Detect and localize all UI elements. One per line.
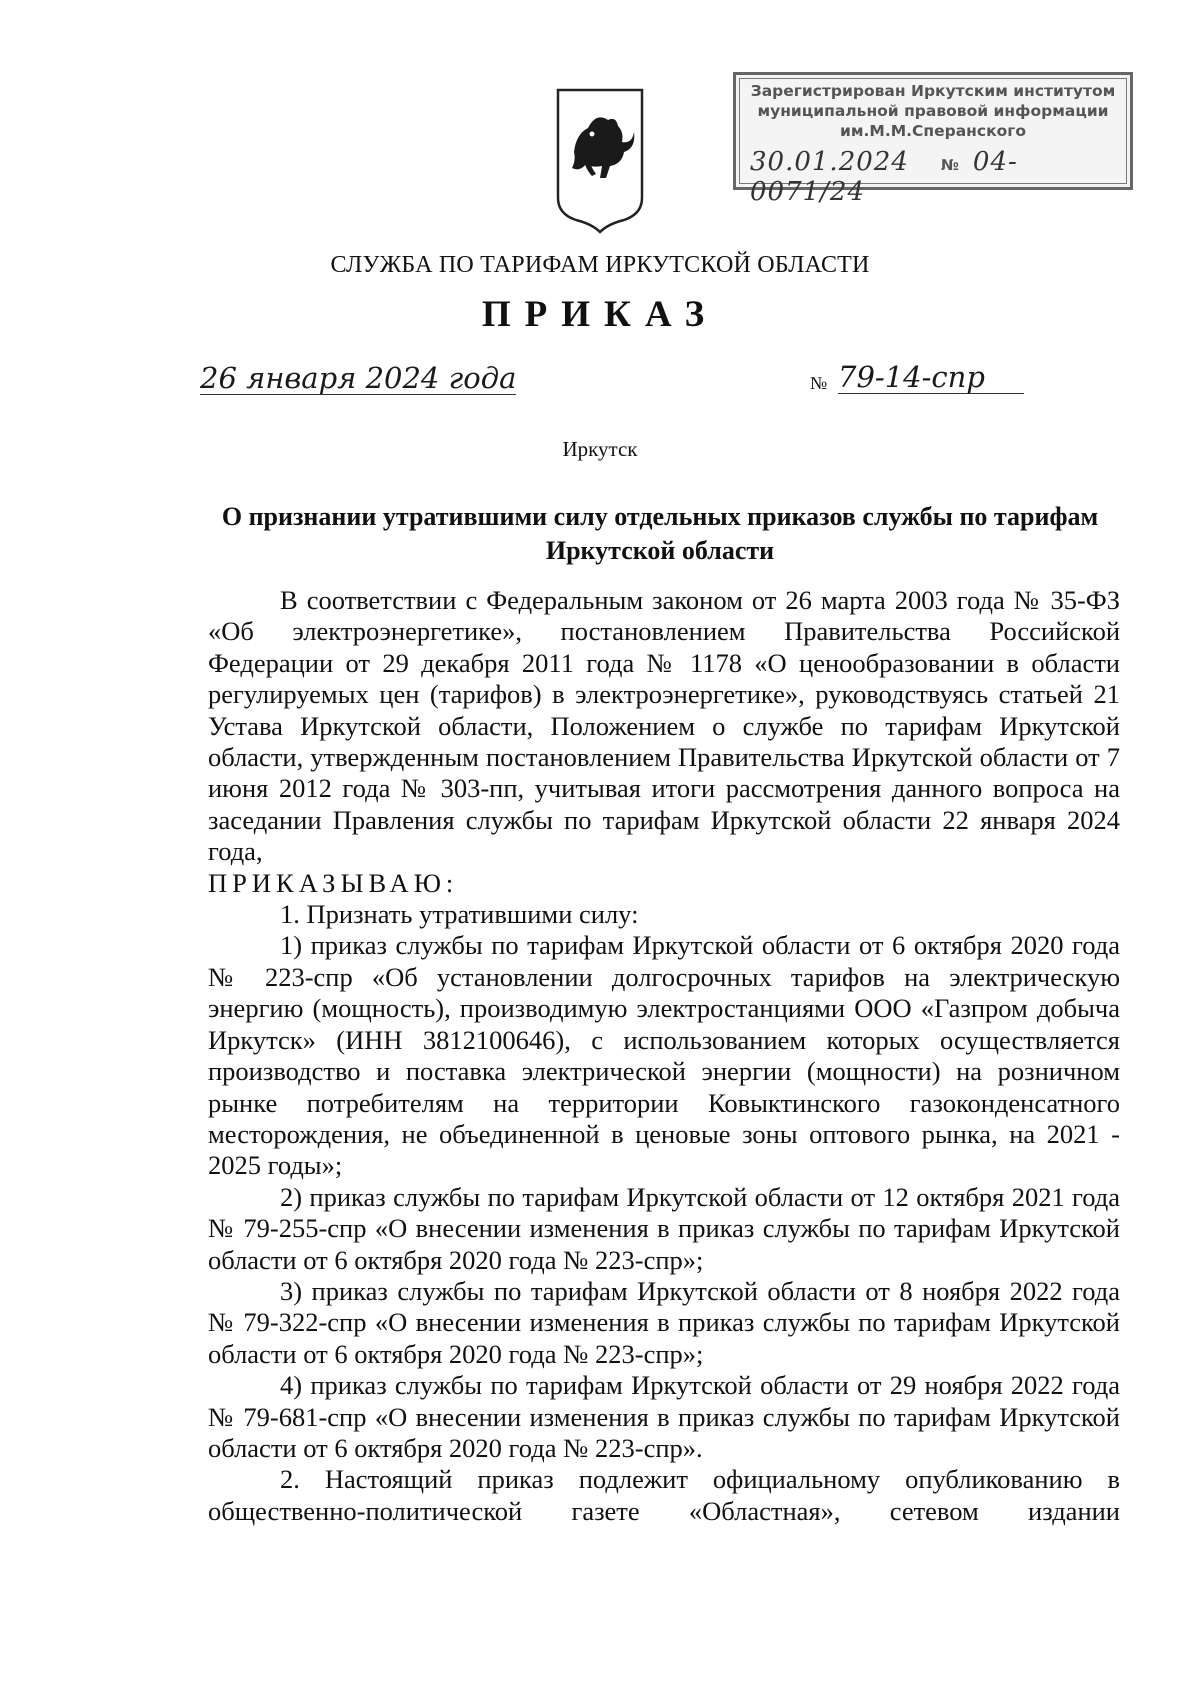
document-title: О признании утратившими силу отдельных приказов службы по тарифам Иркутской области [221, 502, 1099, 565]
sub-item-2: 2) приказ службы по тарифам Иркутской области от 12 октября 2021 года № 79-255-спр «О внесении изменения в приказ службы по тарифам Иркутской области от 6 октября 2020 года № 223-спр»; [208, 1181, 1120, 1275]
sub-item-3: 3) приказ службы по тарифам Иркутской области от 8 ноября 2022 года № 79-322-спр «О внесении изменения в приказ службы по тарифам Иркутской области от 6 октября 2020 года № 223-спр»; [208, 1275, 1120, 1369]
sub-item-4: 4) приказ службы по тарифам Иркутской области от 29 ноября 2022 года № 79-681-спр «О внесении изменения в приказ службы по тарифам Иркутской области от 6 октября 2020 года № 223-спр». [208, 1370, 1120, 1463]
irkutsk-coat-of-arms-icon [552, 86, 648, 234]
order-number-label: № [810, 373, 828, 393]
organization-name: СЛУЖБА ПО ТАРИФАМ ИРКУТСКОЙ ОБЛАСТИ [330, 252, 870, 278]
sub-item-1: 1) приказ службы по тарифам Иркутской области от 6 октября 2020 года № 223-спр «Об установлении долгосрочных тарифов на электрическую энергию (мощность), производимую электростанциями ООО «Газпром добыча Иркутск» (ИНН 3812100646), с использованием которых осуществляется производство и поставка электрической энергии (мощности) на розничном рынке потребителям на территории Ковыктинского газоконденсатного месторождения, не объединенной в ценовые зоны оптового рынка, на 2021 - 2025 годы»; [208, 930, 1120, 1181]
stamp-number-label: № [940, 156, 959, 174]
city: Иркутск [562, 437, 638, 461]
registration-stamp [733, 72, 1133, 207]
item-1: 1. Признать утратившими силу: [280, 899, 639, 930]
stamp-registration-number: 04-0071/24 [750, 147, 1018, 207]
order-date: 26 января 2024 года [200, 361, 517, 395]
stamp-registration-date: 30.01.2024 [750, 147, 909, 177]
preamble-paragraph: В соответствии с Федеральным законом от 26 марта 2003 года № 35-ФЗ «Об электроэнергетике», постановлением Правительства Российской Федерации от 29 декабря 2011 года № 1178 «О ценообразовании в области регулируемых цен (тарифов) в электроэнергетике», руководствуясь статьей 21 Устава Иркутской области, Положением о службе по тарифам Иркутской области, утвержденным постановлением Правительства Иркутской области от 7 июня 2012 года № 303-пп, учитывая итоги рассмотрения данного вопроса на заседании Правления службы по тарифам Иркутской области 22 января 2024 года, [208, 585, 1120, 867]
document-body [208, 585, 1120, 1527]
item-2: 2. Настоящий приказ подлежит официальному опубликованию в общественно-политической газете «Областная», сетевом издании [208, 1464, 1120, 1526]
stamp-line-3: им.М.М.Сперанского [839, 122, 1026, 140]
stamp-line-1: Зарегистрирован Иркутским институтом [750, 82, 1116, 100]
order-word: ПРИКАЗЫВАЮ: [208, 867, 459, 898]
order-number: 79-14-спр [838, 361, 1024, 394]
document-type: ПРИКАЗ [481, 294, 719, 335]
stamp-line-2: муниципальной правовой информации [757, 102, 1109, 120]
